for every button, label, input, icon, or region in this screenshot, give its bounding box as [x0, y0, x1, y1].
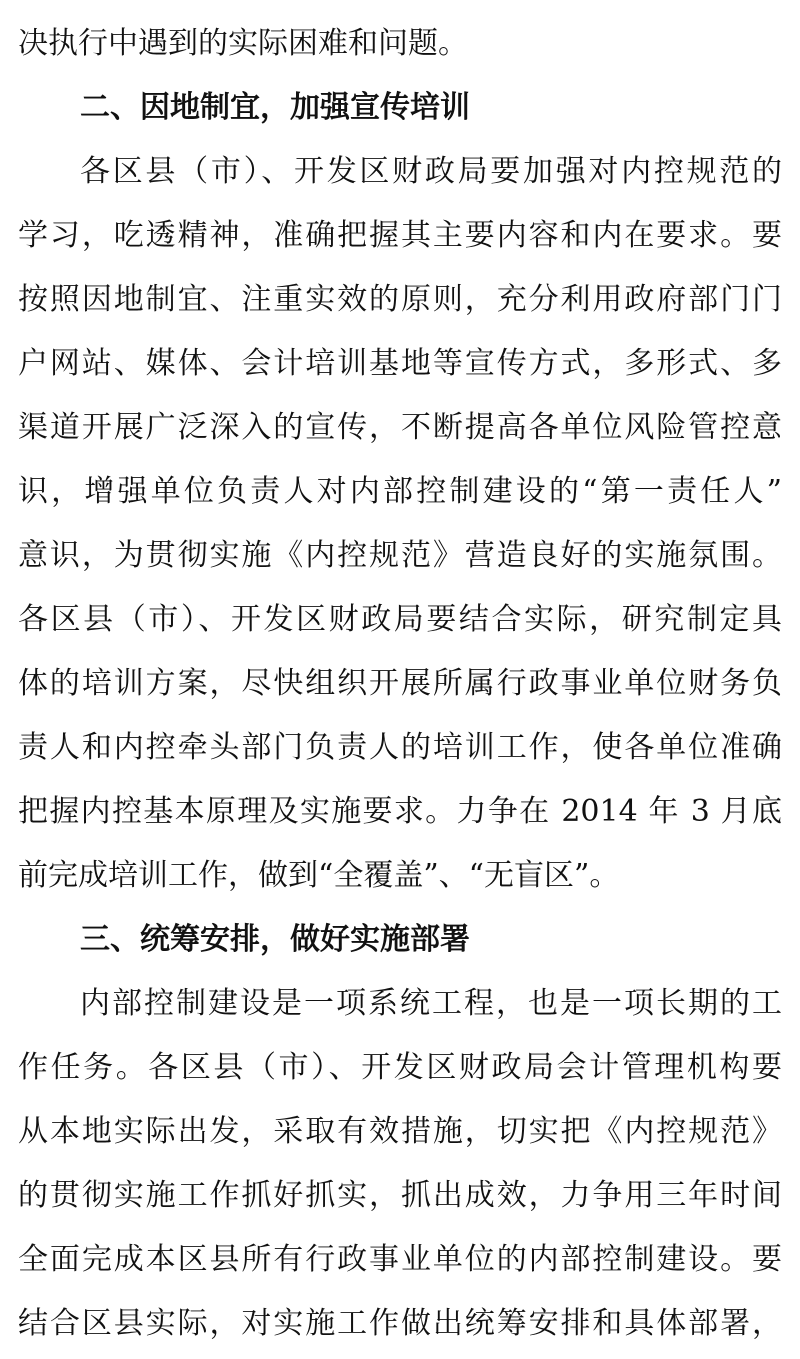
text-line: 各区县（市）、开发区财政局要加强对内控规范的 — [80, 154, 782, 189]
text-line: 意识，为贯彻实施《内控规范》营造良好的实施氛围。 — [18, 538, 782, 573]
text-line: 全面完成本区县所有行政事业单位的内部控制建设。要 — [18, 1242, 782, 1277]
text-line: 作任务。各区县（市）、开发区财政局会计管理机构要 — [18, 1050, 782, 1085]
text-line: 户网站、媒体、会计培训基地等宣传方式，多形式、多 — [18, 346, 782, 381]
text-line: 责人和内控牵头部门负责人的培训工作，使各单位准确 — [18, 730, 782, 765]
text-line: 体的培训方案，尽快组织开展所属行政事业单位财务负 — [18, 666, 782, 701]
text-line: 把握内控基本原理及实施要求。力争在 2014 年 3 月底 — [18, 794, 782, 829]
text-line: 决执行中遇到的实际困难和问题。 — [18, 26, 468, 61]
text-line: 识，增强单位负责人对内部控制建设的“第一责任人” — [18, 474, 782, 509]
text-line: 各区县（市）、开发区财政局要结合实际，研究制定具 — [18, 602, 782, 637]
text-line: 渠道开展广泛深入的宣传，不断提高各单位风险管控意 — [18, 410, 782, 445]
section-heading-2: 二、因地制宜，加强宣传培训 — [80, 90, 470, 125]
text-line: 结合区县实际，对实施工作做出统筹安排和具体部署， — [18, 1306, 782, 1341]
text-line: 的贯彻实施工作抓好抓实，抓出成效，力争用三年时间 — [18, 1178, 782, 1213]
text-line: 按照因地制宜、注重实效的原则，充分利用政府部门门 — [18, 282, 782, 317]
text-line: 前完成培训工作，做到“全覆盖”、“无盲区”。 — [18, 858, 620, 893]
text-line: 学习，吃透精神，准确把握其主要内容和内在要求。要 — [18, 218, 782, 253]
section-heading-3: 三、统筹安排，做好实施部署 — [80, 922, 470, 957]
text-line: 内部控制建设是一项系统工程，也是一项长期的工 — [80, 986, 782, 1021]
text-line: 从本地实际出发，采取有效措施，切实把《内控规范》 — [18, 1114, 782, 1149]
